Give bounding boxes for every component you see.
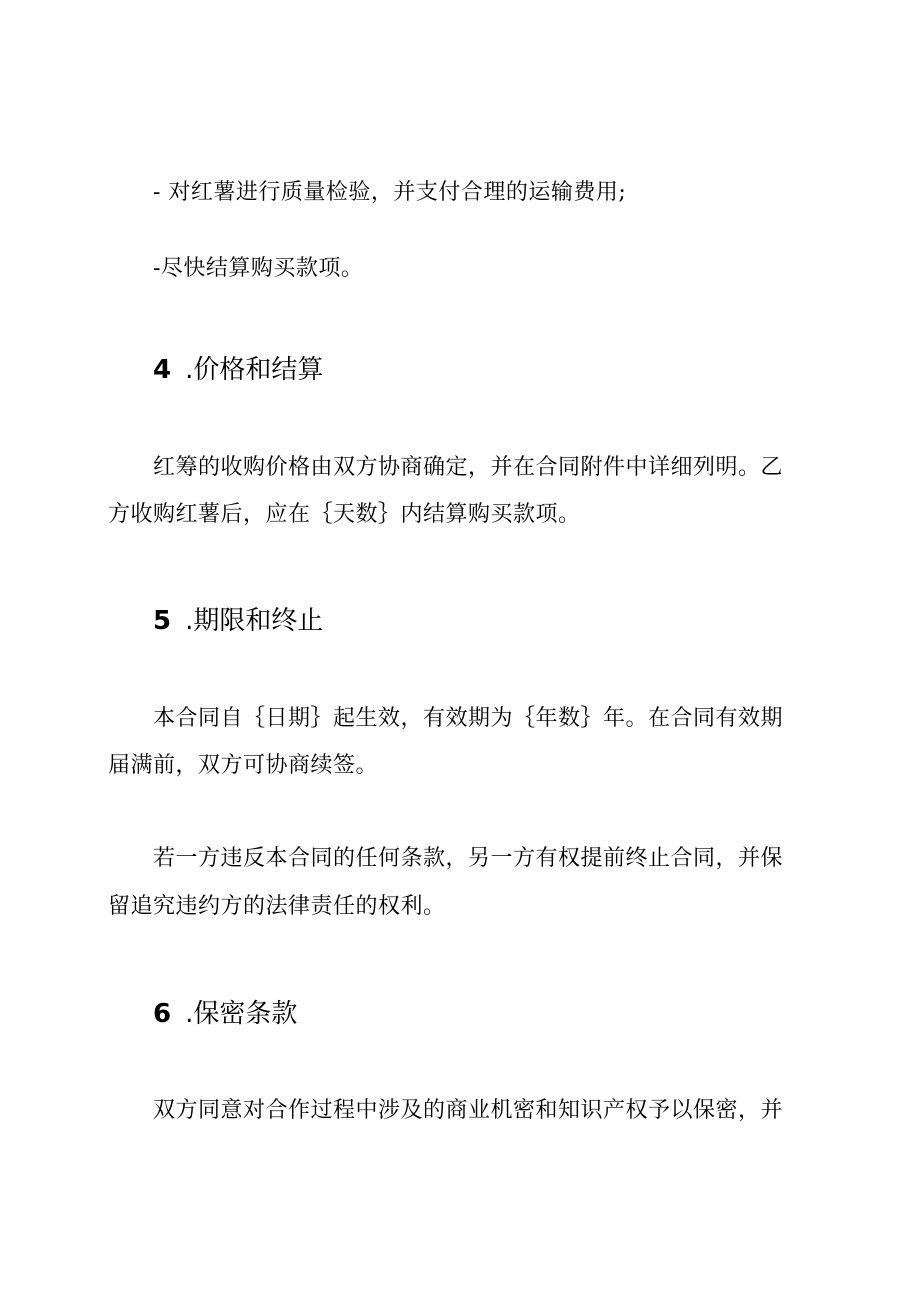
list-item-quality-inspection: - 对红薯进行质量检验，并支付合理的运输费用; <box>153 180 627 205</box>
paragraph-termination-line-1: 若一方违反本合同的任何条款，另一方有权提前终止合同，并保 <box>153 846 784 871</box>
section-title: .价格和结算 <box>185 355 324 385</box>
section-title: .期限和终止 <box>185 606 324 636</box>
section-number: 4 <box>153 355 172 385</box>
paragraph-term-line-2: 届满前，双方可协商续签。 <box>108 753 379 778</box>
list-item-settle-payment: -尽快结算购买款项。 <box>153 256 364 281</box>
paragraph-price-line-2: 方收购红薯后，应在｛天数｝内结算购买款项。 <box>108 502 581 527</box>
paragraph-price-line-1: 红筹的收购价格由双方协商确定，并在合同附件中详细列明。乙 <box>153 455 784 480</box>
section-number: 5 <box>153 606 172 636</box>
section-title: .保密条款 <box>185 999 298 1029</box>
paragraph-term-line-1: 本合同自｛日期｝起生效，有效期为｛年数｝年。在合同有效期 <box>153 706 784 731</box>
section-number: 6 <box>153 999 172 1029</box>
paragraph-termination-line-2: 留追究违约方的法律责任的权利。 <box>108 894 446 919</box>
section-heading-term <box>153 604 323 638</box>
section-heading-price <box>153 353 323 387</box>
section-heading-confidentiality <box>153 997 297 1031</box>
paragraph-confidentiality-line-1: 双方同意对合作过程中涉及的商业机密和知识产权予以保密，并 <box>153 1098 784 1123</box>
